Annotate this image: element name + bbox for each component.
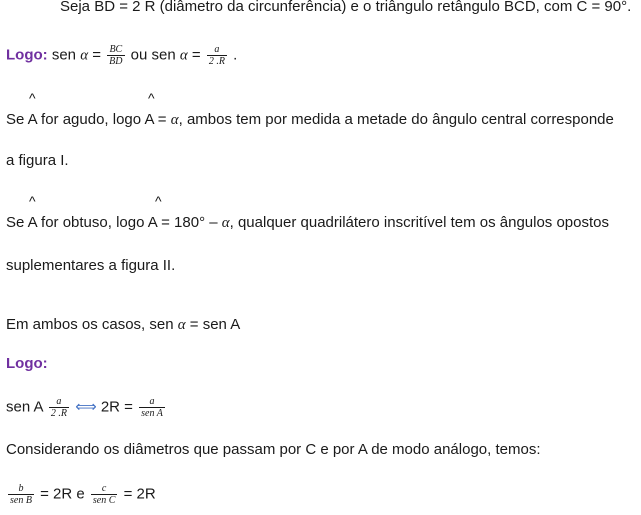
alpha-symbol: α xyxy=(179,47,188,64)
equals: = xyxy=(187,46,205,64)
alpha-symbol: α xyxy=(221,215,230,231)
text: , ambos tem por medida a metade do ângulo central corresponde xyxy=(178,111,614,128)
logo-label: Logo: xyxy=(6,46,48,64)
agudo-line xyxy=(6,110,614,130)
text: = 2R xyxy=(119,485,156,503)
numerator: a xyxy=(214,44,220,55)
text: sen xyxy=(47,46,81,64)
fraction-a-2r xyxy=(49,396,69,419)
denominator: sen C xyxy=(92,495,116,506)
numerator: a xyxy=(56,396,62,407)
denominator: BD xyxy=(109,56,123,67)
text: sen A xyxy=(6,398,47,416)
denominator: 2 .R xyxy=(208,56,225,67)
text: Se A for agudo, logo A = xyxy=(6,111,171,128)
fraction-bc-bd xyxy=(107,44,124,67)
agudo-line-2: a figura I. xyxy=(6,152,69,169)
text: . xyxy=(228,46,238,64)
logo-label-2: Logo: xyxy=(6,355,48,372)
alpha-symbol: α xyxy=(170,112,179,128)
sen-a-line xyxy=(6,396,167,419)
logo-line-1 xyxy=(6,44,237,67)
alpha-symbol: α xyxy=(80,47,89,64)
denominator: sen B xyxy=(10,495,32,506)
equals: = xyxy=(88,46,106,64)
text: = 2R e xyxy=(35,485,89,503)
hat-mark: ^ xyxy=(155,193,162,209)
numerator: b xyxy=(18,483,24,494)
fraction-a-2r xyxy=(207,44,227,67)
text: Em ambos os casos, sen xyxy=(6,316,178,333)
numerator: a xyxy=(149,396,155,407)
numerator: c xyxy=(101,483,107,494)
fraction-a-sena xyxy=(139,396,165,419)
hat-mark: ^ xyxy=(148,90,155,106)
obtuso-line xyxy=(6,213,609,233)
denominator: 2 .R xyxy=(50,408,67,419)
iff-symbol: ⟺ xyxy=(70,398,101,416)
ambos-line xyxy=(6,315,240,335)
fraction-c-senc xyxy=(91,483,118,506)
intro-line: Seja BD = 2 R (diâmetro da circunferência) e o triângulo retângulo BCD, com C = 90°. xyxy=(60,0,632,15)
text: Se A for obtuso, logo A = 180° – xyxy=(6,214,222,231)
consider-line: Considerando os diâmetros que passam por C e por A de modo análogo, temos: xyxy=(6,441,541,458)
denominator: sen A xyxy=(141,408,163,419)
obtuso-line-2: suplementares a figura II. xyxy=(6,257,176,274)
numerator: BC xyxy=(109,44,123,55)
text: = sen A xyxy=(185,316,241,333)
text: ou sen xyxy=(126,46,180,64)
text: , qualquer quadrilátero inscritível tem os ângulos opostos xyxy=(229,214,610,231)
hat-mark: ^ xyxy=(29,90,36,106)
final-line xyxy=(6,483,156,506)
hat-mark: ^ xyxy=(29,193,36,209)
text: 2R = xyxy=(100,398,138,416)
fraction-b-senb xyxy=(8,483,34,506)
alpha-symbol: α xyxy=(177,317,186,333)
